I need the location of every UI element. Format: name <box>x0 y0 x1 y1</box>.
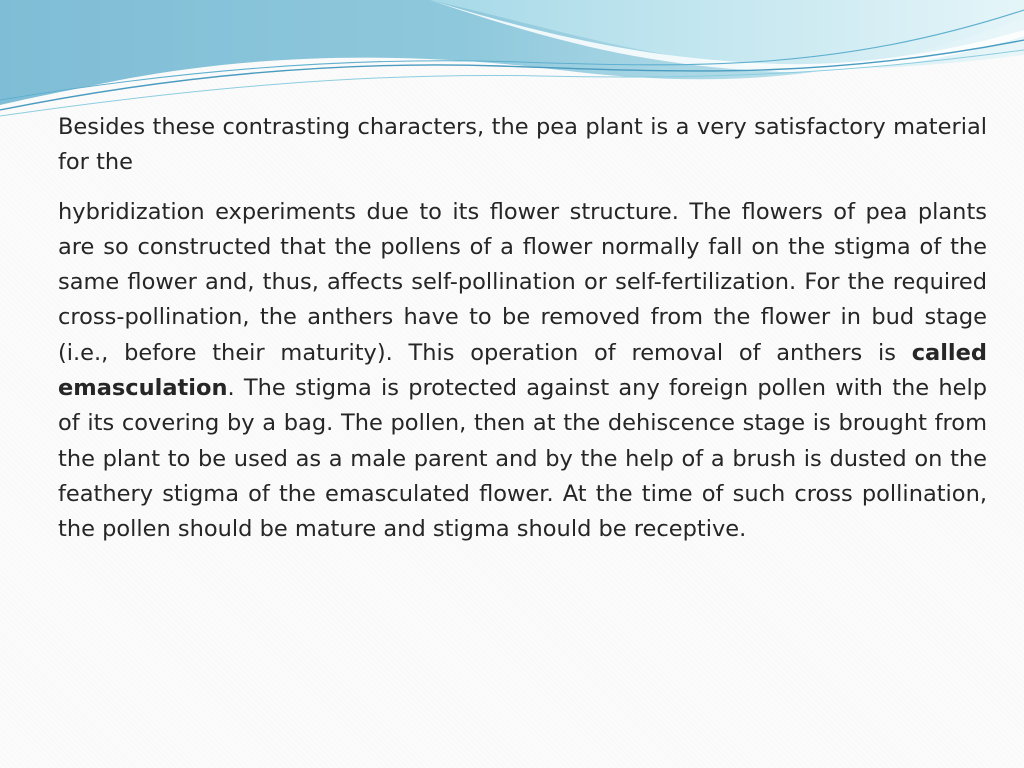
paragraph-main <box>58 195 987 548</box>
paragraph-main-text-2: . The stigma is protected against any foreign pollen with the help of its covering by a bag. The pollen, then at the dehiscence stage is brought from the plant to be used as a male parent and by the help of a brush is dusted on the feathery stigma of the emasculated flower. At the time of such cross pollination, the pollen should be mature and stigma should be receptive. <box>58 375 987 543</box>
paragraph-main-text-1: hybridization experiments due to its flower structure. The flowers of pea plants are so constructed that the pollens of a flower normally fall on the stigma of the same flower and, thus, affects self-pollination or self-fertilization. For the required cross-pollination, the anthers have to be removed from the flower in bud stage (i.e., before their maturity). This operation of removal of anthers is <box>58 198 987 366</box>
body-text <box>58 110 987 548</box>
emphasized-term: called emasculation <box>58 339 987 402</box>
paragraph-intro: Besides these contrasting characters, the pea plant is a very satisfactory material for the <box>58 114 987 176</box>
